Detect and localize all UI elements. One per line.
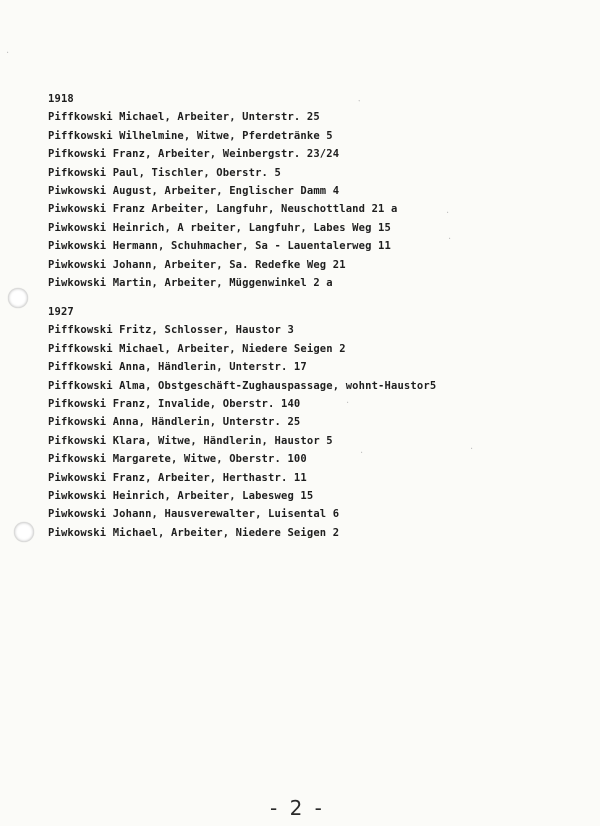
pencil-mark: ·: [448, 234, 452, 245]
entry-line: Piwkowski Hermann, Schuhmacher, Sa - Lauentalerweg 11: [48, 240, 391, 253]
entry-line: Piwkowski Johann, Arbeiter, Sa. Redefke Weg 21: [48, 258, 346, 271]
entry-line: Piwkowski Franz, Arbeiter, Herthastr. 11: [48, 471, 307, 484]
pencil-mark: ·: [346, 398, 350, 409]
punch-hole: [14, 522, 34, 542]
pencil-mark: ·: [446, 208, 450, 219]
entry-line: Piffkowski Wilhelmine, Witwe, Pferdetränke 5: [48, 129, 333, 142]
punch-hole: [8, 288, 28, 308]
section-year: 1927: [48, 306, 74, 318]
entry-line: Piffkowski Michael, Arbeiter, Unterstr. 25: [48, 111, 320, 124]
entry-line: Piwkowski August, Arbeiter, Englischer Damm 4: [48, 184, 340, 197]
pencil-mark: ·: [355, 95, 364, 108]
entry-line: Pifkowski Franz, Arbeiter, Weinbergstr. 23/24: [48, 148, 340, 161]
section-1927: [48, 303, 436, 542]
pencil-mark: ·: [6, 48, 10, 59]
entry-line: Pifkowski Margarete, Witwe, Oberstr. 100: [48, 453, 307, 466]
section-1918: [48, 90, 397, 292]
entry-line: Piffkowski Fritz, Schlosser, Haustor 3: [48, 324, 294, 337]
entry-line: Piwkowski Michael, Arbeiter, Niedere Seigen 2: [48, 526, 340, 539]
entry-line: Piffkowski Alma, Obstgeschäft-Zughauspassage, wohnt-Haustor5: [48, 379, 437, 392]
entry-line: Pifkowski Paul, Tischler, Oberstr. 5: [48, 166, 281, 179]
entry-line: Piffkowski Anna, Händlerin, Unterstr. 17: [48, 361, 307, 374]
entry-line: Pifkowski Klara, Witwe, Händlerin, Haustor 5: [48, 434, 333, 447]
page-number: - 2 -: [270, 796, 325, 820]
pencil-mark: ·: [470, 444, 474, 455]
entry-line: Piwkowski Heinrich, A rbeiter, Langfuhr, Labes Weg 15: [48, 221, 391, 234]
entry-line: Piffkowski Michael, Arbeiter, Niedere Seigen 2: [48, 342, 346, 355]
pencil-mark: ·: [360, 448, 364, 459]
section-year: 1918: [48, 93, 74, 105]
entry-line: Pifkowski Anna, Händlerin, Unterstr. 25: [48, 416, 301, 429]
entry-line: Piwkowski Martin, Arbeiter, Müggenwinkel 2 a: [48, 276, 333, 289]
entry-line: Piwkowski Heinrich, Arbeiter, Labesweg 15: [48, 489, 314, 502]
entry-line: Piwkowski Johann, Hausverewalter, Luisental 6: [48, 508, 340, 521]
entry-line: Piwkowski Franz Arbeiter, Langfuhr, Neuschottland 21 a: [48, 203, 398, 216]
entry-line: Pifkowski Franz, Invalide, Oberstr. 140: [48, 397, 301, 410]
